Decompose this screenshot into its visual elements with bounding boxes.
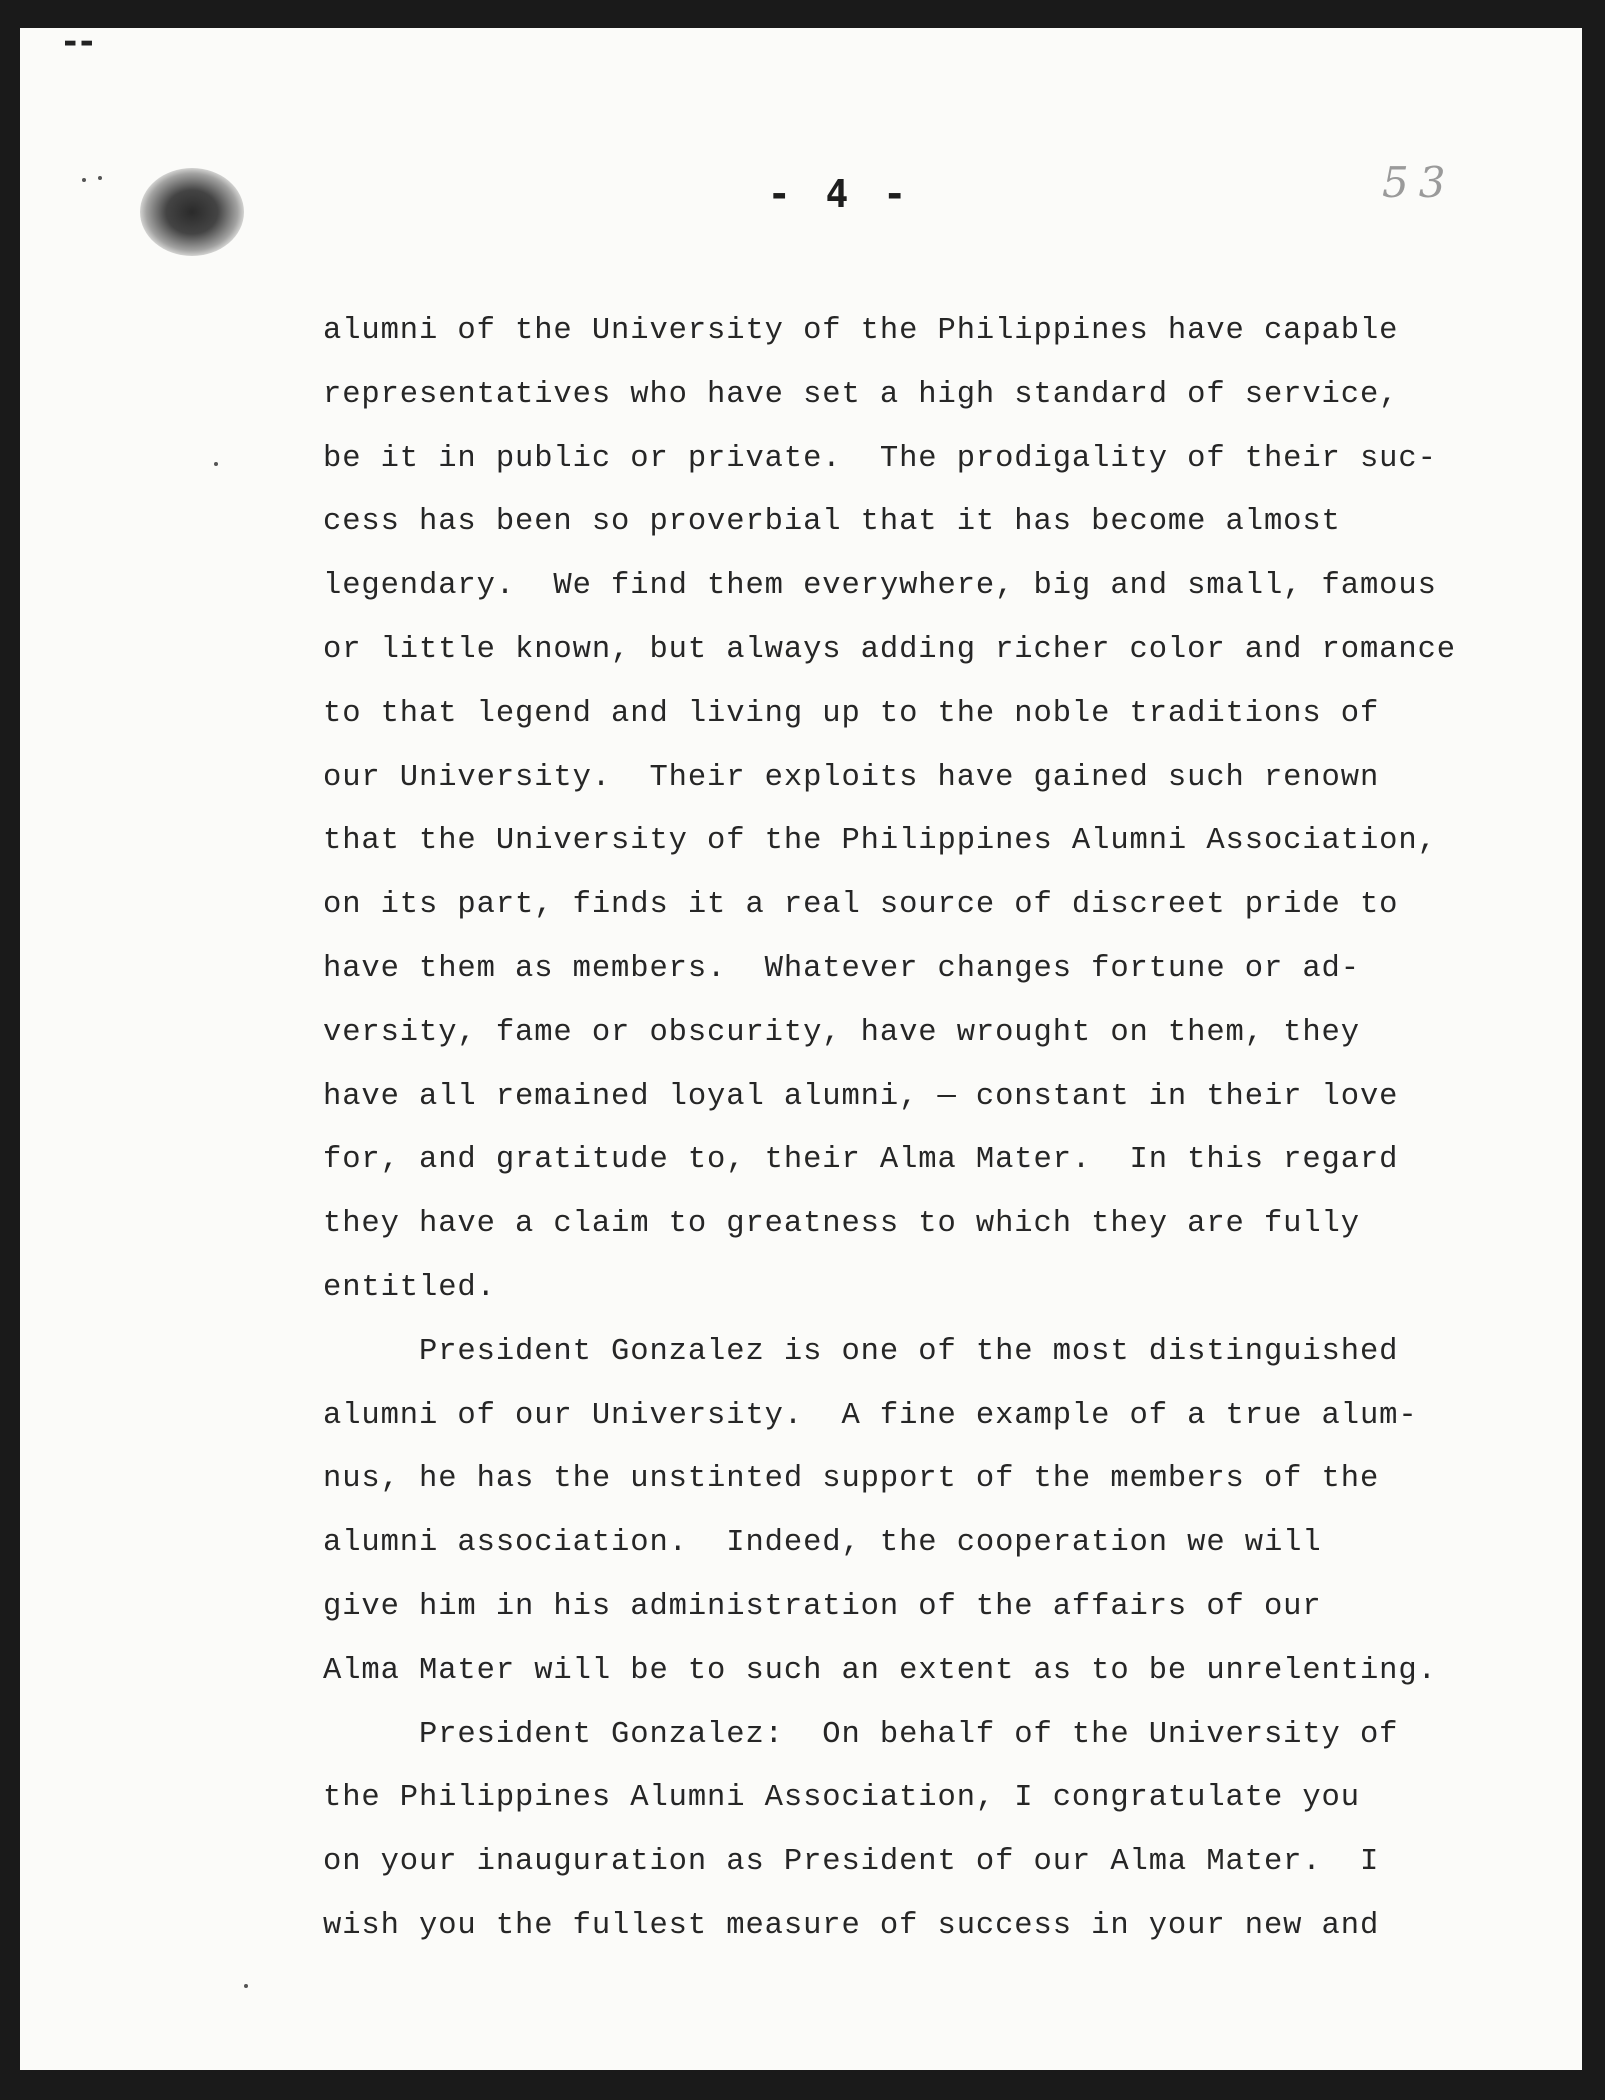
speck xyxy=(82,178,86,182)
text-line: alumni of the University of the Philippines have capable xyxy=(323,314,1399,348)
text-line: representatives who have set a high standard of service, xyxy=(323,377,1399,412)
text-line: nus, he has the unstinted support of the members of the xyxy=(323,1462,1380,1497)
text-line: cess has been so proverbial that it has become almost xyxy=(323,505,1341,540)
speck xyxy=(244,1984,248,1988)
text-line: to that legend and living up to the noble traditions of xyxy=(323,696,1380,731)
speck xyxy=(214,462,218,466)
text-line: entitled. xyxy=(323,1270,496,1305)
text-line: wish you the fullest measure of success in your new and xyxy=(323,1908,1380,1943)
text-line: alumni association. Indeed, the cooperation we will xyxy=(323,1526,1322,1561)
page-number: - 4 - xyxy=(767,172,913,216)
corner-mark: -- xyxy=(60,22,93,62)
text-line: they have a claim to greatness to which they are fully xyxy=(323,1207,1360,1242)
text-line: legendary. We find them everywhere, big and small, famous xyxy=(323,569,1437,604)
ink-blot xyxy=(140,168,244,256)
text-line: Alma Mater will be to such an extent as to be unrelenting. xyxy=(323,1653,1437,1688)
text-line: that the University of the Philippines Alumni Association, xyxy=(323,824,1437,859)
text-line: give him in his administration of the affairs of our xyxy=(323,1589,1322,1624)
text-line: the Philippines Alumni Association, I congratulate you xyxy=(323,1781,1360,1816)
text-line: for, and gratitude to, their Alma Mater. In this regard xyxy=(323,1143,1399,1178)
text-line: alumni of our University. A fine example of a true alum- xyxy=(323,1398,1418,1433)
text-line: our University. Their exploits have gained such renown xyxy=(323,760,1380,795)
text-line: President Gonzalez: On behalf of the University of xyxy=(323,1717,1399,1752)
speck xyxy=(98,176,102,180)
text-line: have all remained loyal alumni, — constant in their love xyxy=(323,1079,1399,1114)
handwritten-folio-number: 53 xyxy=(1382,158,1456,207)
text-line: or little known, but always adding richer color and romance xyxy=(323,632,1456,667)
text-line: be it in public or private. The prodigality of their suc- xyxy=(323,441,1437,476)
text-line: versity, fame or obscurity, have wrought on them, they xyxy=(323,1015,1360,1050)
text-line: have them as members. Whatever changes fortune or ad- xyxy=(323,951,1360,986)
text-line: on its part, finds it a real source of discreet pride to xyxy=(323,888,1399,923)
body-text xyxy=(323,300,1483,1959)
text-line: on your inauguration as President of our Alma Mater. I xyxy=(323,1845,1380,1880)
text-line: President Gonzalez is one of the most distinguished xyxy=(323,1334,1399,1369)
